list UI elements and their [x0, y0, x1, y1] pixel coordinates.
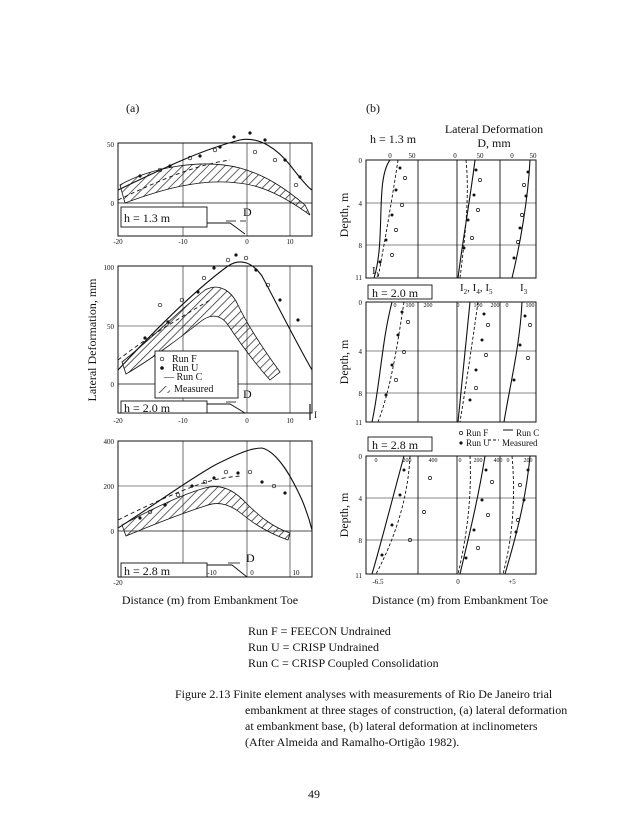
right-stage2-ytick-0: 0 [358, 299, 362, 307]
left-stage3-xtick-m10: -10 [207, 569, 217, 577]
right-stage1-plot [366, 160, 536, 278]
right-stage2-ytick-4: 4 [358, 348, 362, 356]
right-title-line1: Lateral Deformation [444, 122, 544, 136]
right-legend-run-u: Run U [466, 438, 490, 448]
run-definition-u: Run U = CRISP Undrained [248, 640, 379, 654]
right-stage3-xtick-5: 200 [473, 458, 483, 464]
left-stage2-ytick-0: 0 [110, 381, 114, 389]
right-stage3-xtick-8: 200 [523, 458, 533, 464]
right-stage3-bottom-tick-2: 0 [456, 578, 460, 586]
figure-caption [175, 686, 575, 750]
left-legend-run-f: Run F [172, 354, 197, 365]
left-stage3-xtick-m20: -20 [113, 579, 123, 587]
right-stage3-xtick-1: 0 [374, 458, 378, 464]
right-x-axis-label: Distance (m) from Embankment Toe [371, 593, 549, 607]
left-stage3-ytick-400: 400 [103, 438, 114, 446]
right-stage3-ytick-11: 11 [355, 572, 362, 580]
page-number: 49 [308, 787, 320, 801]
left-stage2-ytick-50: 50 [107, 323, 114, 331]
left-stage2-xtick-m10: -10 [178, 417, 188, 425]
panel-a-label: (a) [126, 101, 140, 115]
left-stage3-d-label: D [246, 551, 255, 565]
caption-line-1: Figure 2.13 Finite element analyses with measurements of Rio De Janeiro trial [175, 687, 553, 701]
right-stage1-ytick-8: 8 [358, 242, 362, 250]
right-stage3-ytick-4: 4 [358, 495, 362, 503]
left-stage2-xtick-0: 0 [245, 417, 249, 425]
right-stage3-xtick-2: 200 [402, 458, 412, 464]
right-stage2-ytick-8: 8 [358, 390, 362, 398]
right-stage2-xtick-5: 100 [473, 303, 483, 309]
right-stage2-y-axis-label: Depth, m [337, 339, 351, 385]
left-stage3-ytick-0: 0 [110, 528, 114, 536]
right-stage2-height-label: h = 2.0 m [372, 286, 419, 300]
right-stage2-xtick-7: 0 [505, 303, 509, 309]
right-stage1-y-axis-label: Depth, m [337, 192, 351, 238]
left-stage1-ytick-50: 50 [107, 141, 114, 149]
left-stage1-xtick-m20: -20 [113, 238, 123, 246]
right-stage1-xtick-6: 50 [529, 152, 537, 160]
left-stage2-ytick-100: 100 [103, 264, 114, 272]
left-stage2-xtick-m20: -20 [113, 417, 123, 425]
left-stage1-xtick-10: 10 [286, 238, 294, 246]
left-legend-run-c: — Run C [164, 372, 203, 383]
left-legend-run-u: Run U [172, 363, 199, 374]
right-stage3-plot [366, 456, 536, 574]
left-stage1-xtick-m10: -10 [178, 238, 188, 246]
right-title-line2: D, mm [477, 136, 511, 150]
left-stage3-xtick-10: 10 [292, 569, 300, 577]
run-definitions [248, 623, 548, 671]
right-stage3-bottom-tick-1: -6.5 [372, 578, 384, 586]
run-definition-c: Run C = CRISP Coupled Consolidation [248, 656, 439, 670]
right-stage1-xtick-2: 50 [408, 152, 416, 160]
right-stage3-ytick-8: 8 [358, 537, 362, 545]
right-stage2-xtick-3: 200 [423, 303, 433, 309]
right-stage1-ytick-11: 11 [355, 274, 362, 282]
right-stage2-ytick-11: 11 [355, 419, 362, 427]
right-stage1-i1-label: $I_1$ [372, 265, 380, 279]
right-stage1-xtick-1: 0 [388, 152, 392, 160]
caption-line-3: at embankment base, (b) lateral deformation at inclinometers [245, 719, 538, 733]
left-stage2-xtick-10: 10 [286, 417, 294, 425]
right-stage1-ytick-4: 4 [358, 200, 362, 208]
right-stage2-plot [366, 302, 536, 422]
right-legend-measured: Measured [502, 438, 538, 448]
left-stage1-d-label: D [243, 205, 252, 219]
left-stage1-ytick-0: 0 [110, 200, 114, 208]
left-stage1-height-label: h = 1.3 m [124, 211, 171, 225]
run-definition-f: Run F = FEECON Undrained [248, 624, 391, 638]
left-stage1-xtick-0: 0 [245, 238, 249, 246]
left-stage3-height-label: h = 2.8 m [124, 564, 171, 578]
caption-line-2: embankment at three stages of construction, (a) lateral deformation [245, 703, 568, 717]
right-stage2-xtick-1: 0 [393, 303, 397, 309]
right-stage3-ytick-0: 0 [358, 453, 362, 461]
right-stage1-height-label: h = 1.3 m [370, 132, 417, 146]
right-stage1-ytick-0: 0 [358, 157, 362, 165]
right-stage2-xtick-4: 0 [456, 303, 460, 309]
right-stage3-xtick-3: 400 [428, 458, 438, 464]
right-inclinometer-labels-245: $I_2$, $I_4$, $I_5$ [460, 282, 493, 296]
left-y-axis-label: Lateral Deformation, mm [85, 278, 99, 402]
right-stage3-height-label: h = 2.8 m [372, 438, 419, 452]
left-stage3-ytick-200: 200 [103, 483, 114, 491]
left-stage2-d-label: D [243, 387, 252, 401]
right-stage2-xtick-6: 200 [490, 303, 500, 309]
right-inclinometer-label-3: $I_3$ [520, 282, 528, 296]
panel-b-label: (b) [366, 101, 380, 115]
right-stage1-xtick-3: 0 [453, 152, 457, 160]
right-stage2-xtick-2: 100 [405, 303, 415, 309]
left-stage2-i-label: I [314, 410, 317, 420]
right-stage3-xtick-4: 0 [458, 458, 462, 464]
left-x-axis-label: Distance (m) from Embankment Toe [121, 593, 299, 607]
right-stage1-xtick-5: 0 [510, 152, 514, 160]
caption-line-4: (After Almeida and Ramalho-Ortigão 1982). [245, 735, 460, 749]
right-stage3-y-axis-label: Depth, m [337, 492, 351, 538]
left-stage3-plot [118, 441, 312, 577]
left-stage3-xtick-0: 0 [250, 569, 254, 577]
left-legend-measured: Measured [174, 384, 214, 395]
right-legend-run-c: Run C [516, 428, 540, 438]
right-stage3-bottom-tick-3: +5 [508, 578, 516, 586]
right-stage3-xtick-6: 400 [493, 458, 503, 464]
right-stage3-xtick-7: 0 [506, 458, 510, 464]
right-stage1-xtick-4: 50 [476, 152, 484, 160]
left-stage2-height-label: h = 2.0 m [124, 401, 171, 415]
left-stage2-plot [118, 253, 312, 420]
right-stage2-xtick-8: 100 [525, 303, 535, 309]
right-legend-run-f: Run F [466, 428, 489, 438]
